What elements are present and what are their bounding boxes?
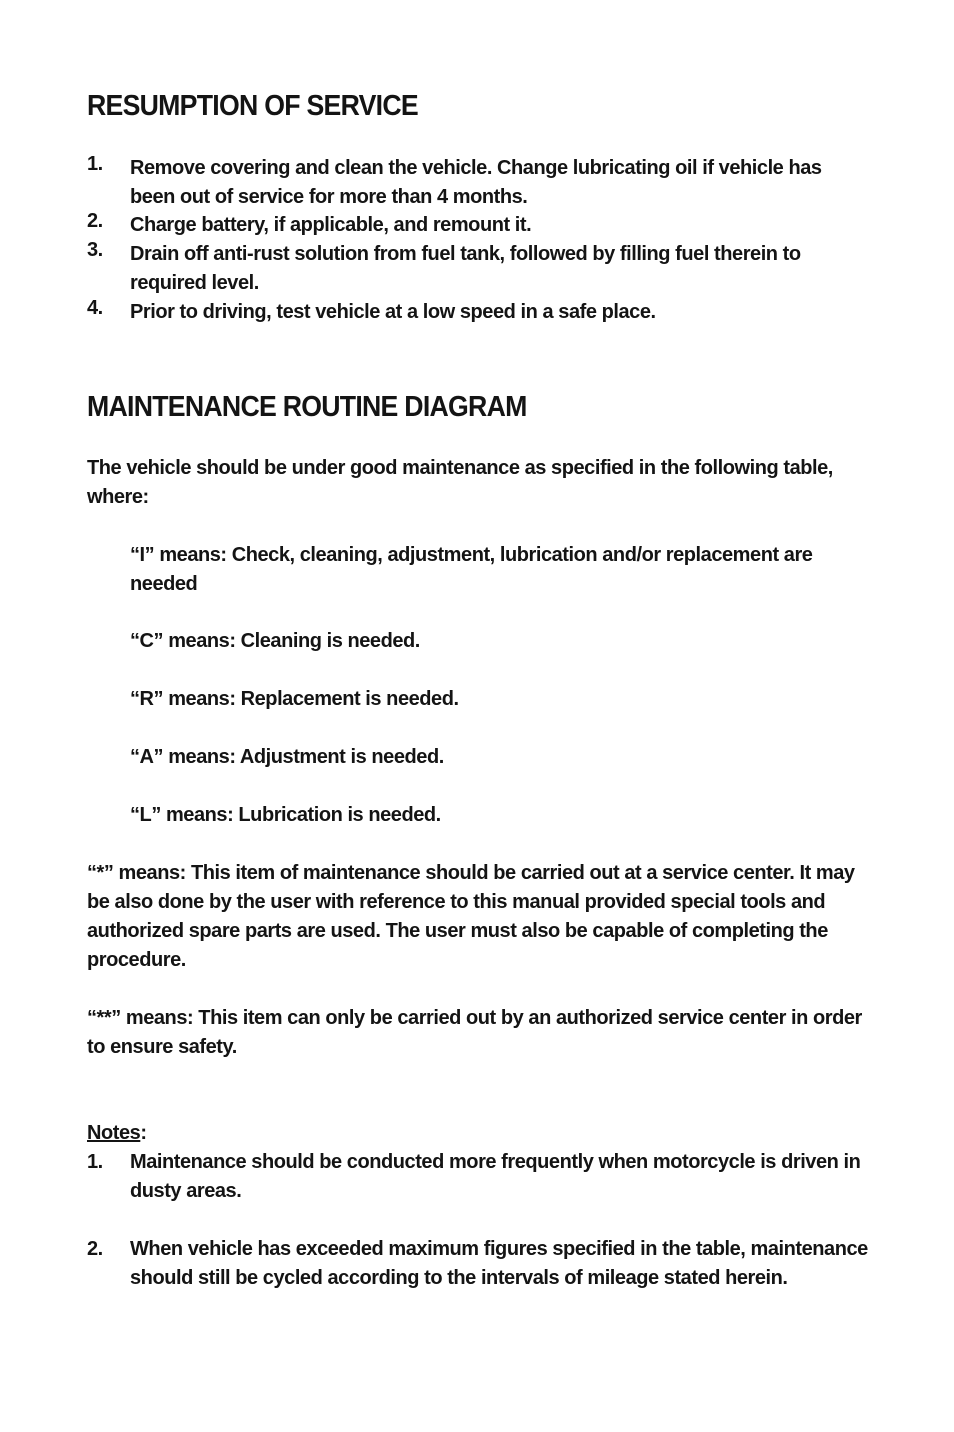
maintenance-heading: MAINTENANCE ROUTINE DIAGRAM: [87, 391, 527, 423]
legend-l: “L” means: Lubrication is needed.: [130, 804, 441, 826]
item-text: Prior to driving, test vehicle at a low speed in a safe place.: [130, 301, 656, 323]
item-number: 3.: [87, 239, 103, 261]
legend-c: “C” means: Cleaning is needed.: [130, 630, 420, 652]
item-number: 2.: [87, 1238, 103, 1260]
item-number: 1.: [87, 153, 103, 175]
notes-colon: :: [140, 1122, 147, 1144]
resumption-heading: RESUMPTION OF SERVICE: [87, 90, 418, 122]
notes-label: Notes: [87, 1122, 141, 1144]
item-number: 2.: [87, 210, 103, 232]
item-number: 1.: [87, 1151, 103, 1173]
item-number: 4.: [87, 297, 103, 319]
star-note: “*” means: This item of maintenance should be carried out at a service center. It may be also done by the user with reference to this manual provided special tools and authorized spare parts are used. The user must also be capable of completing the procedure.: [87, 862, 855, 971]
notes-heading: [87, 1119, 877, 1148]
legend-r: “R” means: Replacement is needed.: [130, 688, 459, 710]
double-star-note: “**” means: This item can only be carried out by an authorized service center in order to ensure safety.: [87, 1007, 862, 1058]
item-text: Maintenance should be conducted more frequently when motorcycle is driven in dusty areas.: [130, 1151, 861, 1202]
legend-a: “A” means: Adjustment is needed.: [130, 746, 444, 768]
item-text: When vehicle has exceeded maximum figures specified in the table, maintenance should still be cycled according to the intervals of mileage stated herein.: [130, 1238, 868, 1289]
maintenance-intro: The vehicle should be under good maintenance as specified in the following table, where:: [87, 457, 833, 508]
legend-i: “I” means: Check, cleaning, adjustment, lubrication and/or replacement are needed: [130, 544, 813, 595]
item-text: Remove covering and clean the vehicle. Change lubricating oil if vehicle has been out of service for more than 4 months.: [130, 157, 822, 208]
item-text: Drain off anti-rust solution from fuel tank, followed by filling fuel therein to required level.: [130, 243, 801, 294]
item-text: Charge battery, if applicable, and remount it.: [130, 214, 532, 236]
